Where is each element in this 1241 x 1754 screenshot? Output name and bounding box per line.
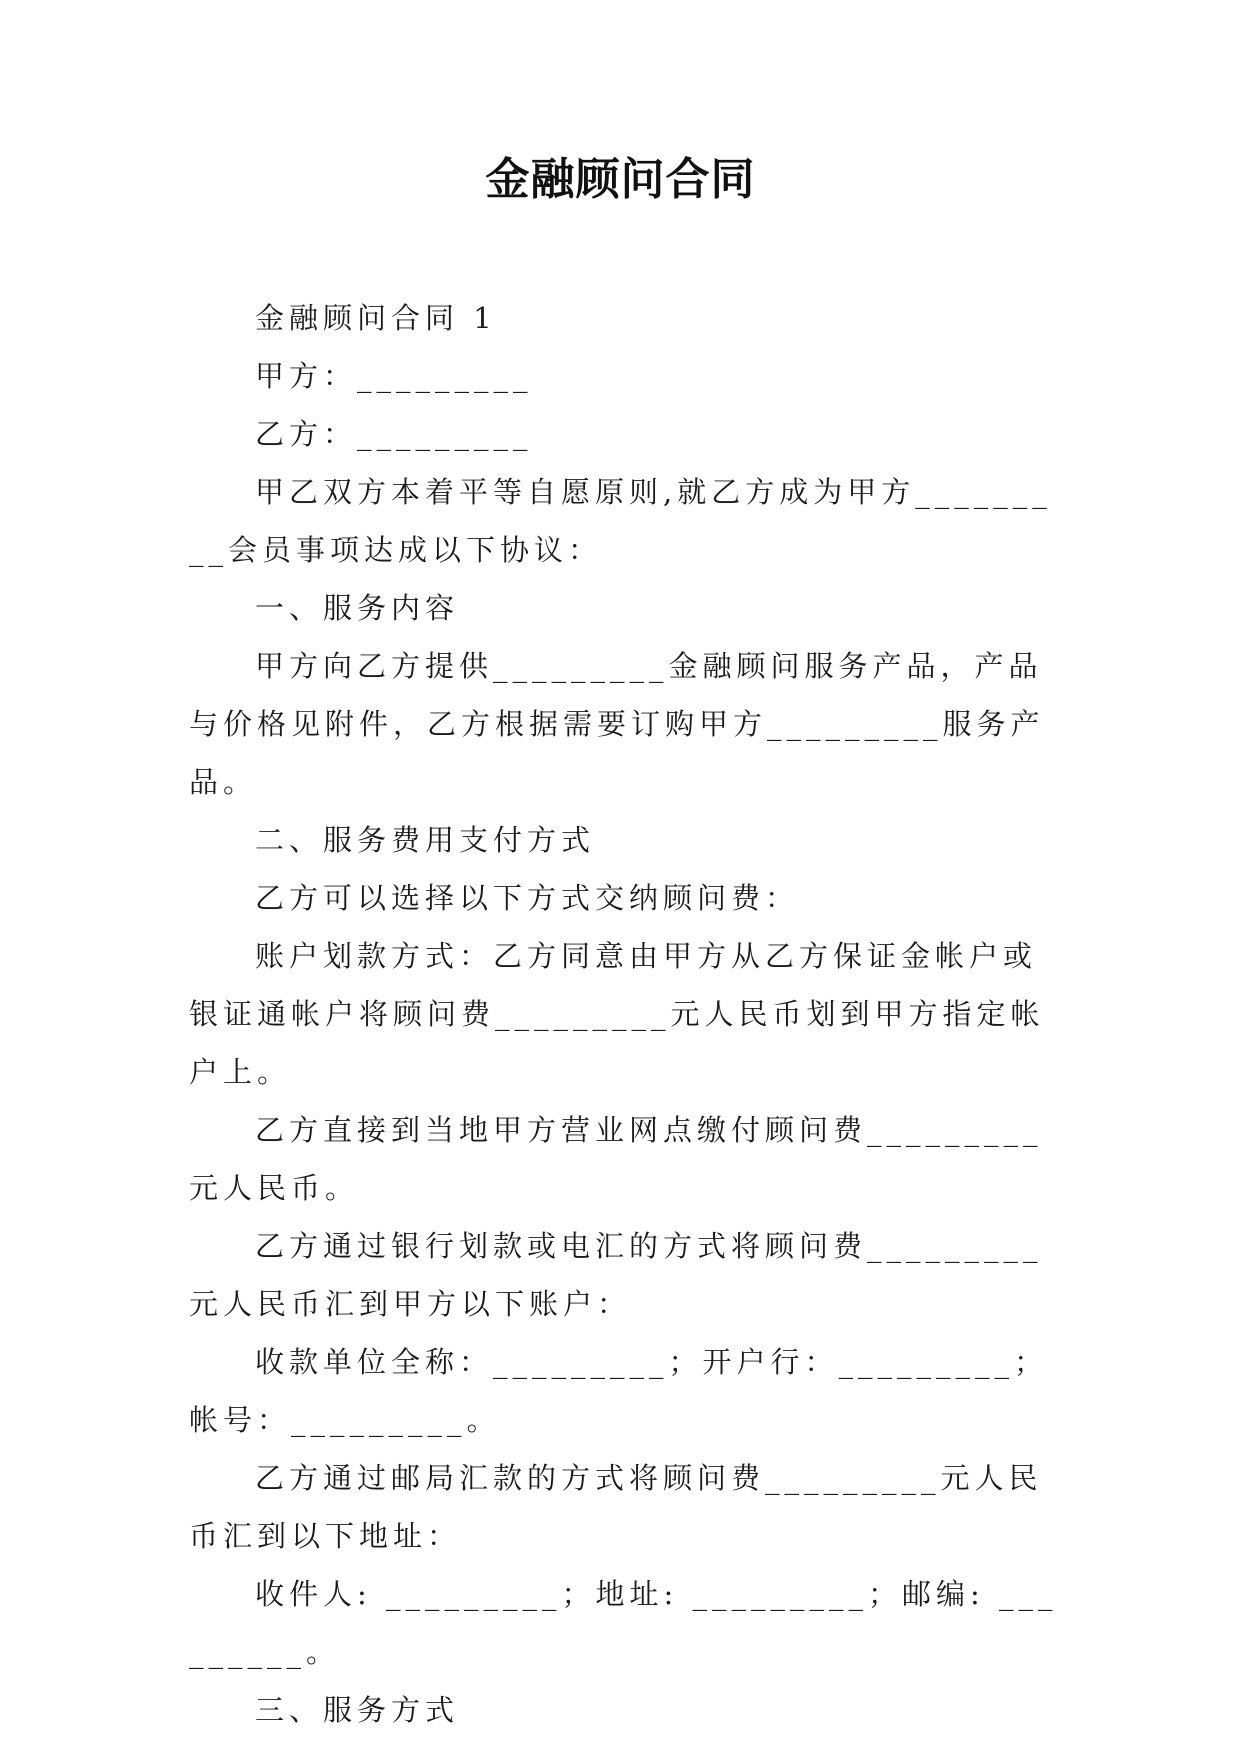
postal-address-details: 收件人: _________；地址: _________；邮编: _________。 bbox=[189, 1577, 1058, 1669]
section-heading-service-content: 一、服务内容 bbox=[255, 591, 460, 625]
document-title: 金融顾问合同 bbox=[485, 154, 756, 205]
payment-bank-wire: 乙方通过银行划款或电汇的方式将顾问费_________元人民币汇到甲方以下账户： bbox=[189, 1229, 1043, 1321]
service-content-paragraph: 甲方向乙方提供_________金融顾问服务产品，产品与价格见附件，乙方根据需要订购甲方_________服务产品。 bbox=[189, 649, 1045, 799]
document-body bbox=[189, 289, 1061, 1739]
agreement-intro: 甲乙双方本着平等自愿原则,就乙方成为甲方_________会员事项达成以下协议： bbox=[189, 475, 1052, 567]
bank-account-details: 收款单位全称：_________；开户行：_________；帐号：_________。 bbox=[189, 1345, 1049, 1437]
party-a-line: 甲方：_________ bbox=[255, 359, 533, 393]
payment-postal: 乙方通过邮局汇款的方式将顾问费_________元人民币汇到以下地址： bbox=[189, 1461, 1043, 1553]
payment-intro: 乙方可以选择以下方式交纳顾问费： bbox=[255, 881, 800, 915]
contract-subtitle: 金融顾问合同 1 bbox=[255, 301, 497, 335]
payment-in-person: 乙方直接到当地甲方营业网点缴付顾问费_________元人民币。 bbox=[189, 1113, 1043, 1205]
section-heading-service-method: 三、服务方式 bbox=[255, 1693, 460, 1727]
payment-account-transfer: 账户划款方式：乙方同意由甲方从乙方保证金帐户或银证通帐户将顾问费_________元人民币划到甲方指定帐户上。 bbox=[189, 939, 1045, 1089]
party-b-line: 乙方：_________ bbox=[255, 417, 533, 451]
section-heading-payment: 二、服务费用支付方式 bbox=[255, 823, 596, 857]
